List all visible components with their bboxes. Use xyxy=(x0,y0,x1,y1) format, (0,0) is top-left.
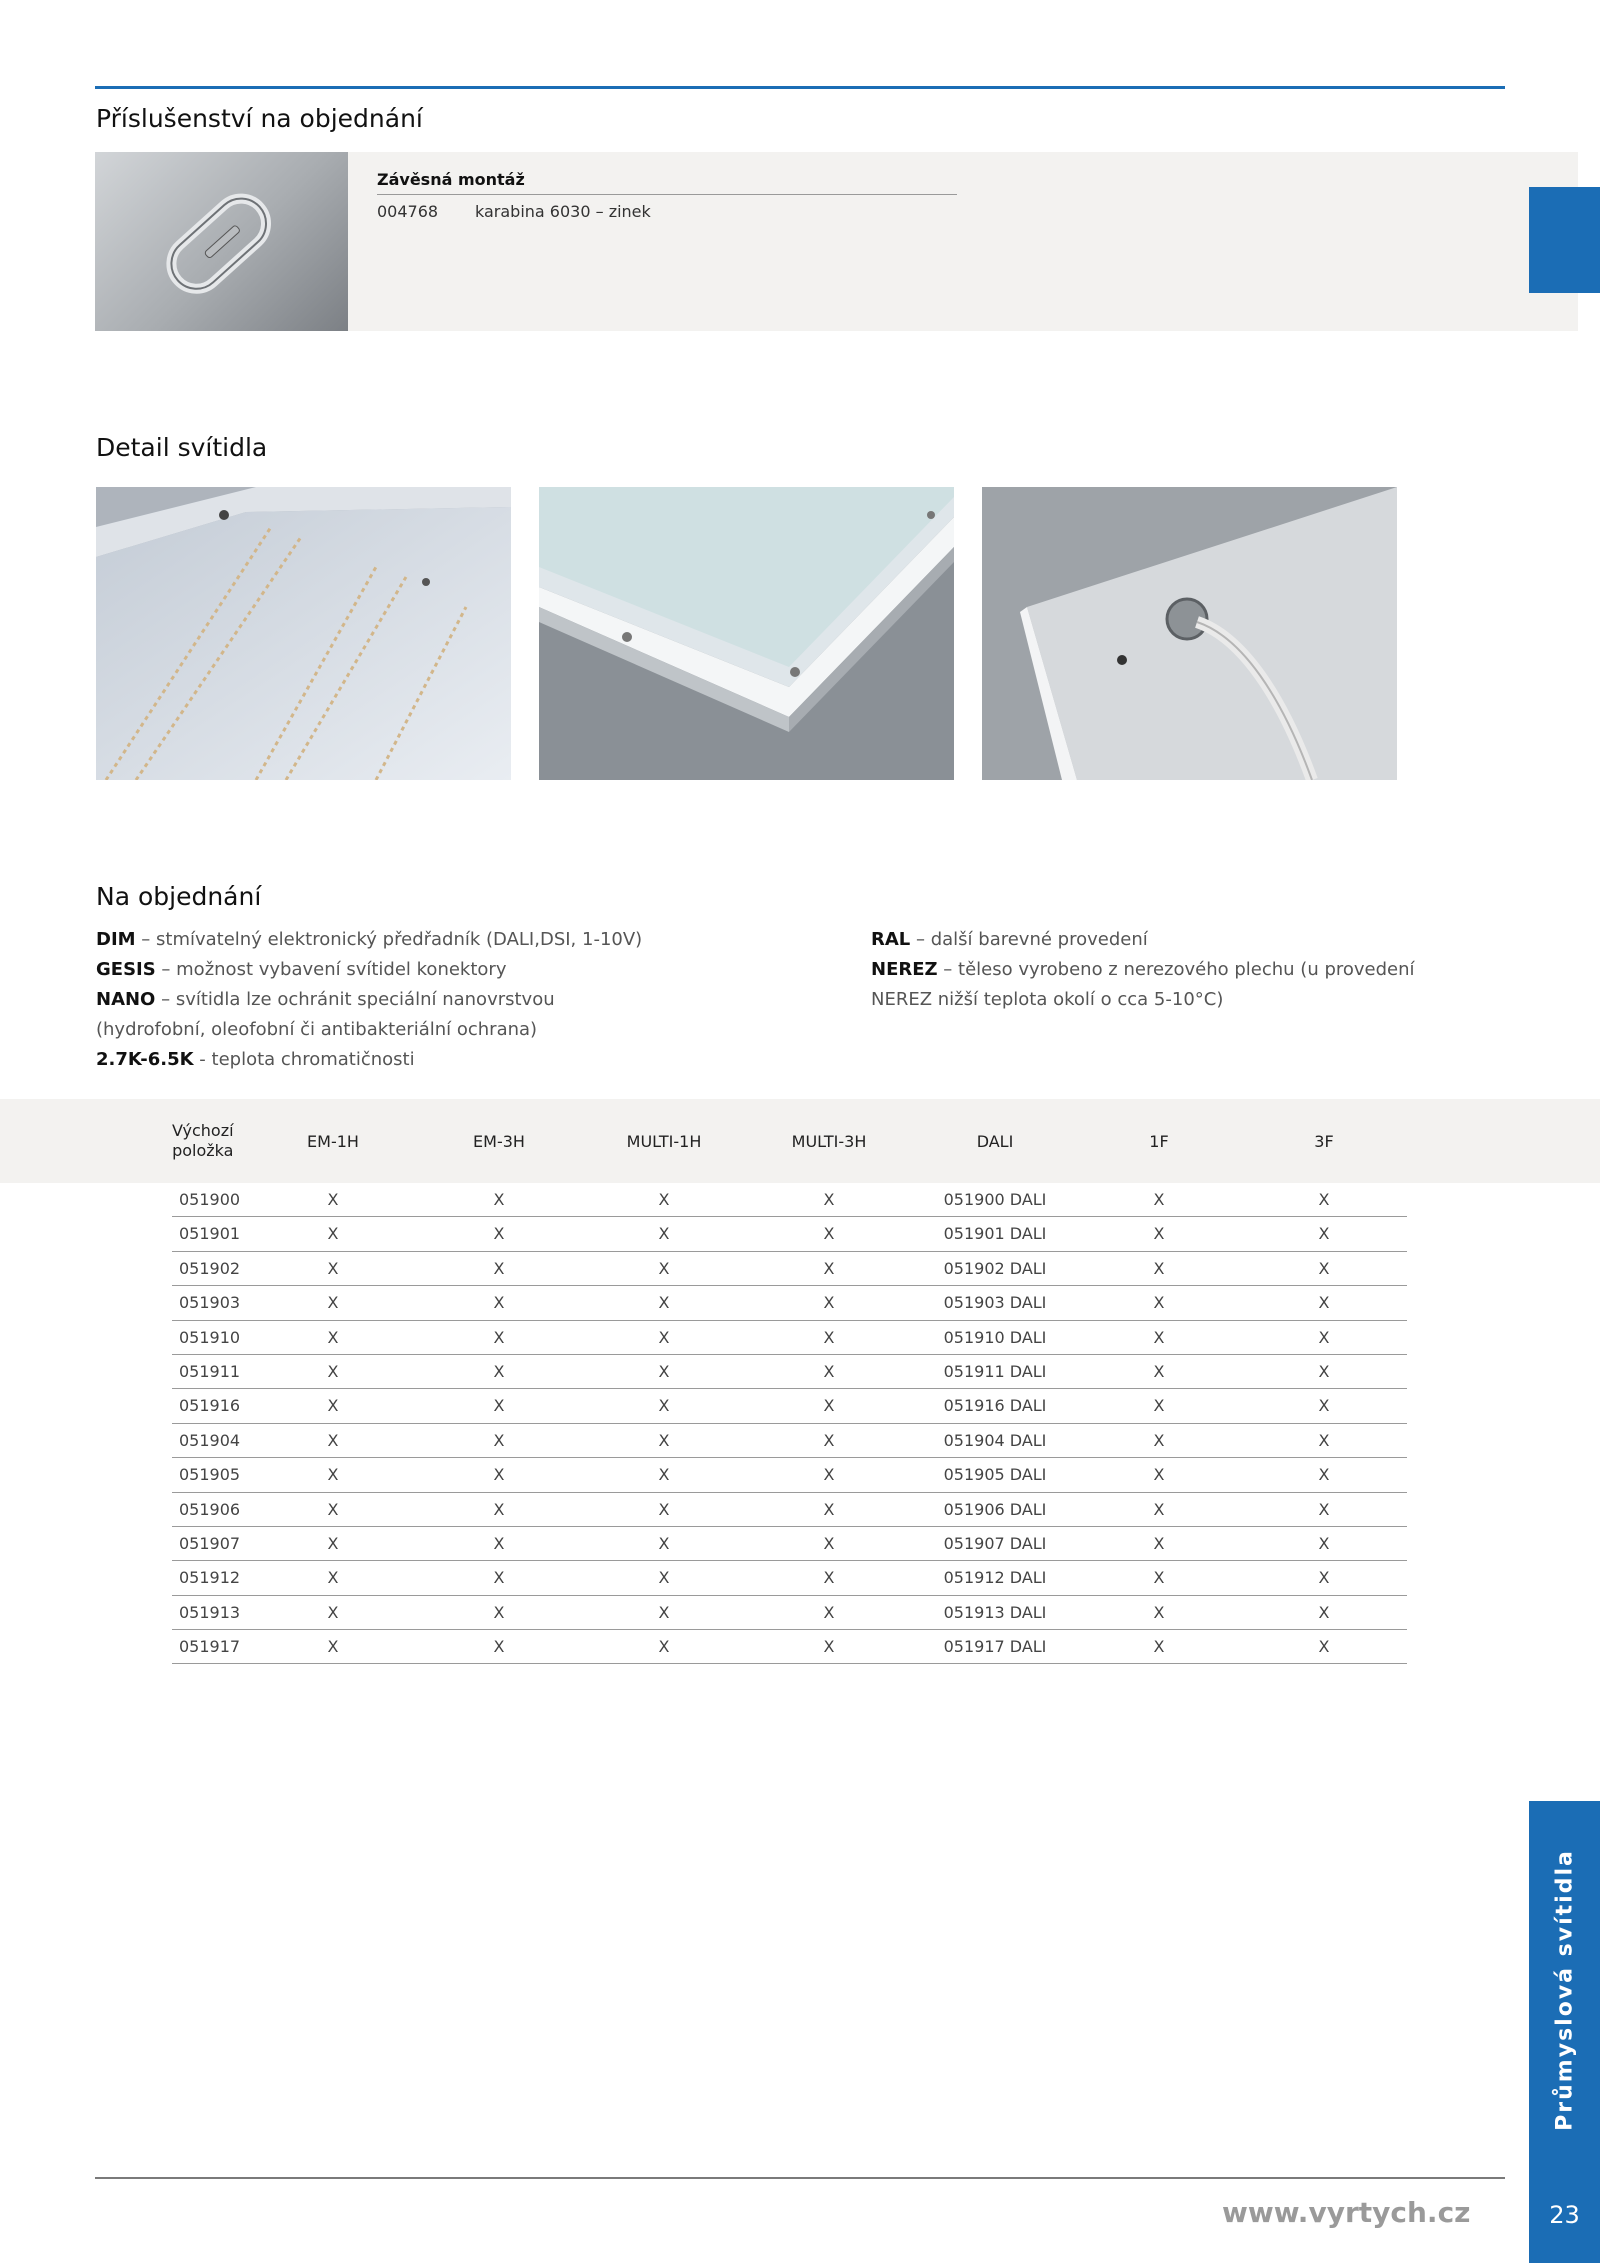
table-cell: X xyxy=(493,1602,505,1622)
table-header-multi-1h: MULTI-1H xyxy=(626,1131,702,1151)
table-cell: X xyxy=(1153,1430,1165,1450)
table-cell: X xyxy=(327,1396,339,1416)
table-cell: X xyxy=(658,1190,670,1209)
table-cell: 051913 DALI xyxy=(943,1602,1047,1622)
table-cell-code: 051900 xyxy=(179,1190,241,1209)
ordering-notes-left xyxy=(96,925,642,1075)
table-cell-code: 051912 xyxy=(179,1568,241,1588)
table-cell: X xyxy=(1153,1293,1165,1313)
ordering-title: Na objednání xyxy=(96,882,262,911)
table-cell: X xyxy=(493,1258,505,1278)
side-tab-top xyxy=(1529,187,1600,293)
table-cell-code: 051901 xyxy=(179,1224,241,1244)
table-cell: X xyxy=(493,1396,505,1416)
table-row xyxy=(172,1286,1407,1320)
table-cell: X xyxy=(658,1465,670,1485)
table-cell: X xyxy=(1318,1190,1330,1209)
table-cell: X xyxy=(823,1224,835,1244)
table-cell: X xyxy=(493,1430,505,1450)
table-cell: X xyxy=(493,1293,505,1313)
table-row xyxy=(172,1355,1407,1389)
table-body xyxy=(172,1183,1407,1664)
accessories-title: Příslušenství na objednání xyxy=(96,104,423,133)
table-cell: X xyxy=(658,1533,670,1553)
table-cell: X xyxy=(1318,1361,1330,1381)
table-row xyxy=(172,1630,1407,1664)
table-cell: X xyxy=(658,1258,670,1278)
table-cell: X xyxy=(1318,1396,1330,1416)
note-line: 2.7K-6.5K - teplota chromatičnosti xyxy=(96,1049,415,1070)
table-cell: 051901 DALI xyxy=(943,1224,1047,1244)
table-cell-code: 051904 xyxy=(179,1430,241,1450)
table-cell: 051912 DALI xyxy=(943,1568,1047,1588)
table-cell: X xyxy=(823,1430,835,1450)
table-header-1f: 1F xyxy=(1149,1131,1169,1151)
table-cell: X xyxy=(1318,1293,1330,1313)
table-cell: X xyxy=(823,1637,835,1657)
note-line: RAL – další barevné provedení xyxy=(871,929,1148,950)
accessories-box xyxy=(95,152,1578,331)
note-line: NEREZ nižší teplota okolí o cca 5-10°C) xyxy=(871,989,1224,1010)
table-header-dali: DALI xyxy=(976,1131,1014,1151)
table-cell: X xyxy=(1318,1224,1330,1244)
table-cell: X xyxy=(823,1568,835,1588)
table-cell-code: 051905 xyxy=(179,1465,241,1485)
table-cell: X xyxy=(823,1293,835,1313)
table-cell: 051900 DALI xyxy=(943,1190,1047,1209)
table-cell: X xyxy=(823,1327,835,1347)
table-cell: X xyxy=(327,1258,339,1278)
table-cell: X xyxy=(658,1361,670,1381)
table-cell: 051907 DALI xyxy=(943,1533,1047,1553)
table-cell: X xyxy=(1153,1637,1165,1657)
table-row xyxy=(172,1321,1407,1355)
page-number: 23 xyxy=(1549,2201,1580,2229)
table-row xyxy=(172,1458,1407,1492)
table-cell: X xyxy=(327,1361,339,1381)
table-cell-code: 051916 xyxy=(179,1396,241,1416)
detail-photo-cable-gland xyxy=(982,487,1397,780)
table-cell: X xyxy=(658,1396,670,1416)
table-cell: X xyxy=(493,1637,505,1657)
table-cell: X xyxy=(327,1533,339,1553)
table-cell: X xyxy=(1318,1568,1330,1588)
table-cell: X xyxy=(493,1190,505,1209)
table-cell: X xyxy=(658,1602,670,1622)
table-row xyxy=(172,1252,1407,1286)
table-cell: X xyxy=(1153,1258,1165,1278)
table-cell: X xyxy=(327,1224,339,1244)
table-header-multi-3h: MULTI-3H xyxy=(791,1131,867,1151)
table-cell-code: 051902 xyxy=(179,1258,241,1278)
table-cell: X xyxy=(823,1258,835,1278)
table-header-3f: 3F xyxy=(1314,1131,1334,1151)
table-cell: X xyxy=(493,1327,505,1347)
table-cell: X xyxy=(327,1637,339,1657)
table-cell: X xyxy=(493,1499,505,1519)
table-row xyxy=(172,1527,1407,1561)
table-cell-code: 051910 xyxy=(179,1327,241,1347)
note-line: GESIS – možnost vybavení svítidel konektory xyxy=(96,959,507,980)
table-cell: 051906 DALI xyxy=(943,1499,1047,1519)
table-cell: X xyxy=(1153,1190,1165,1209)
table-cell: X xyxy=(658,1568,670,1588)
table-cell: 051905 DALI xyxy=(943,1465,1047,1485)
detail-photo-led-strips xyxy=(96,487,511,780)
table-cell-code: 051903 xyxy=(179,1293,241,1313)
table-cell: X xyxy=(1153,1533,1165,1553)
table-cell: X xyxy=(658,1637,670,1657)
table-cell: X xyxy=(327,1499,339,1519)
table-row xyxy=(172,1183,1407,1217)
table-cell: X xyxy=(327,1190,339,1209)
table-cell: X xyxy=(1153,1396,1165,1416)
table-cell: X xyxy=(658,1224,670,1244)
table-row xyxy=(172,1217,1407,1251)
detail-title: Detail svítidla xyxy=(96,433,268,462)
table-cell: X xyxy=(823,1533,835,1553)
table-cell: X xyxy=(493,1533,505,1553)
table-cell: X xyxy=(1153,1499,1165,1519)
table-cell: X xyxy=(823,1190,835,1209)
table-cell: X xyxy=(1318,1258,1330,1278)
table-cell: X xyxy=(493,1361,505,1381)
table-cell: X xyxy=(823,1602,835,1622)
table-cell-code: 051906 xyxy=(179,1499,241,1519)
table-cell: X xyxy=(658,1327,670,1347)
table-cell-code: 051907 xyxy=(179,1533,241,1553)
table-cell: X xyxy=(823,1465,835,1485)
accessory-name: karabina 6030 – zinek xyxy=(475,202,651,221)
table-cell: X xyxy=(493,1465,505,1485)
note-line: (hydrofobní, oleofobní či antibakteriální ochrana) xyxy=(96,1019,538,1040)
carabiner-photo xyxy=(95,152,348,331)
table-header-em-3h: EM-3H xyxy=(473,1131,525,1151)
table-cell: 051911 DALI xyxy=(943,1361,1047,1381)
table-row xyxy=(172,1596,1407,1630)
bottom-rule xyxy=(95,2177,1505,2179)
table-cell: X xyxy=(823,1396,835,1416)
table-cell: 051916 DALI xyxy=(943,1396,1047,1416)
table-cell-code: 051917 xyxy=(179,1637,241,1657)
table-cell: X xyxy=(1318,1327,1330,1347)
table-cell: X xyxy=(327,1327,339,1347)
table-cell: X xyxy=(658,1499,670,1519)
table-cell: X xyxy=(658,1430,670,1450)
website-link[interactable]: www.vyrtych.cz xyxy=(1222,2196,1471,2229)
table-row xyxy=(172,1389,1407,1423)
table-cell: X xyxy=(327,1602,339,1622)
accessory-group-title: Závěsná montáž xyxy=(377,170,957,195)
note-line: DIM – stmívatelný elektronický předřadník (DALI,DSI, 1-10V) xyxy=(96,929,643,950)
table-cell: X xyxy=(1318,1465,1330,1485)
table-cell: X xyxy=(493,1224,505,1244)
table-cell: X xyxy=(1318,1430,1330,1450)
table-row xyxy=(172,1561,1407,1595)
table-cell: X xyxy=(1153,1224,1165,1244)
table-cell: X xyxy=(327,1568,339,1588)
detail-photo-frame-corner xyxy=(539,487,954,780)
table-cell: X xyxy=(1318,1533,1330,1553)
table-cell: X xyxy=(658,1293,670,1313)
table-row xyxy=(172,1493,1407,1527)
table-cell: 051902 DALI xyxy=(943,1258,1047,1278)
table-header-em-1h: EM-1H xyxy=(307,1131,359,1151)
table-cell: X xyxy=(1318,1637,1330,1657)
table-cell: X xyxy=(493,1568,505,1588)
table-cell: X xyxy=(823,1499,835,1519)
table-row xyxy=(172,1424,1407,1458)
table-cell: 051903 DALI xyxy=(943,1293,1047,1313)
table-cell: X xyxy=(1153,1361,1165,1381)
table-cell: X xyxy=(1318,1602,1330,1622)
table-header-default-item: Výchozí položka xyxy=(172,1121,234,1160)
table-cell: X xyxy=(1318,1499,1330,1519)
ordering-notes-right xyxy=(871,925,1415,1015)
note-line: NEREZ – těleso vyrobeno z nerezového plechu (u provedení xyxy=(871,959,1415,980)
table-cell-code: 051911 xyxy=(179,1361,241,1381)
table-cell: X xyxy=(327,1293,339,1313)
table-cell: X xyxy=(823,1361,835,1381)
table-cell: X xyxy=(1153,1327,1165,1347)
table-cell: 051904 DALI xyxy=(943,1430,1047,1450)
table-cell: X xyxy=(327,1465,339,1485)
table-cell-code: 051913 xyxy=(179,1602,241,1622)
table-cell: X xyxy=(1153,1568,1165,1588)
table-cell: X xyxy=(1153,1602,1165,1622)
table-cell: 051910 DALI xyxy=(943,1327,1047,1347)
table-cell: X xyxy=(1153,1465,1165,1485)
table-cell: X xyxy=(327,1430,339,1450)
side-category-label: Průmyslová svítidla xyxy=(1552,1849,1578,2131)
accessory-code: 004768 xyxy=(377,202,439,221)
table-cell: 051917 DALI xyxy=(943,1637,1047,1657)
top-rule xyxy=(95,86,1505,89)
note-line: NANO – svítidla lze ochránit speciální nanovrstvou xyxy=(96,989,555,1010)
